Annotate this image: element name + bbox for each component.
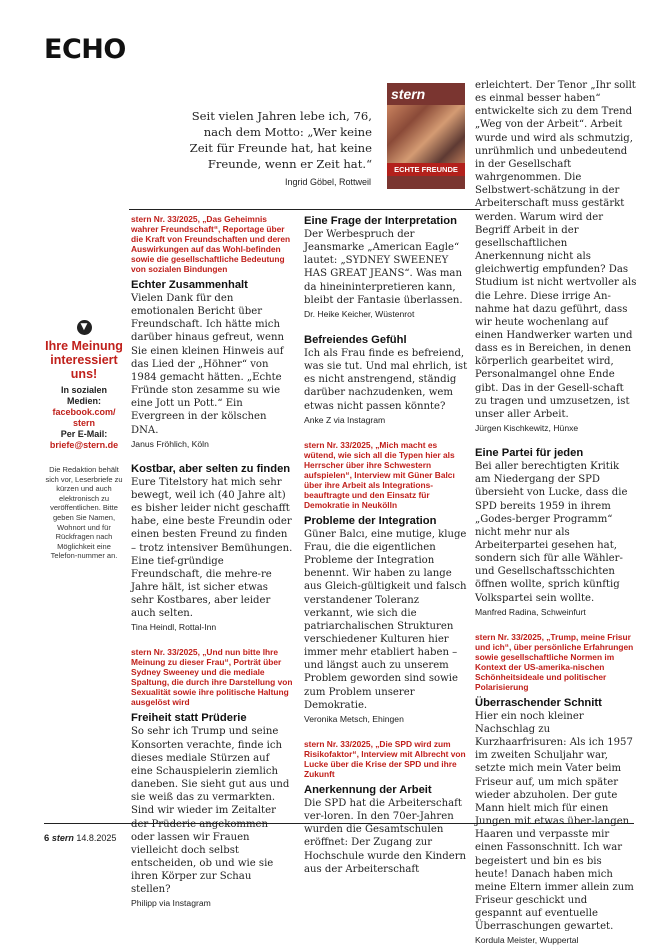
article-reference: stern Nr. 33/2025, „Die SPD wird zum Risikofaktor“, Interview mit Albrecht von Lucke über die Krise der SPD und ihre Zukunft: [304, 738, 466, 779]
social-label: In sozialen Medien:: [60, 385, 107, 406]
contact-sidebar: [44, 320, 124, 561]
letter-body: Der Werbespruch der Jeansmarke „American Eagle“ lautet: „SYDNEY SWEENEY HAS GREAT JEANS“. Was man da hineininterpretieren kann, bleibt der Fantasie überlassen.: [304, 229, 463, 306]
letter-body: Die SPD hat die Arbeiterschaft ver-loren. In den 70er-Jahren wurden die Gesamtschulen eröffnet: Der Zugang zur Hochschule wurde den Kindern aus der Arbeiterschaft: [304, 797, 467, 875]
letter-author: Anke Z via Instagram: [304, 414, 386, 425]
letter-headline: Überraschender Schnitt: [475, 696, 602, 709]
letter-headline: Kostbar, aber selten zu finden: [131, 462, 291, 475]
letter-body: So sehr ich Trump und seine Konsorten verachte, finde ich dieses mediale Stürzen auf eine Schauspielerin ziemlich daneben. Sie sieht gut aus und sie weiß das zu vermarkten. Sind wir wieder im Zeitalter der Prüderie angekommen oder lassen wir Frauen vielleicht doch selbst entscheiden, ob und wie sie ihren Körper zur Schau stellen?: [131, 726, 290, 896]
letter-headline: Echter Zusammenhalt: [131, 279, 248, 291]
facebook-link[interactable]: facebook.com/ stern: [52, 407, 116, 428]
divider-top: [129, 209, 480, 210]
article-reference: stern Nr. 33/2025, „Das Geheimnis wahrer Freundschaft“, Reportage über die Kraft von Freundschaften und deren Auswirkungen auf das Wohl-befinden sowie die gesellschaftliche Bedeutung von sozialen Bindungen: [131, 214, 291, 274]
letter-body: Güner Balcı, eine mutige, kluge Frau, die die eigentlichen Probleme der Integration benennt. Wir haben zu lange aus Gleich-gültigkeit und falsch verstandener Toleranz verkannt, wie sich die patriarchalischen Strukturen verschiedener Kulturen hier immer mehr etabliert haben – und längst auch zu unserem Problem geworden sind sowie zum Problem unserer Demokratie.: [304, 528, 467, 711]
letter-author: Dr. Heike Keicher, Wüstenrot: [304, 308, 415, 319]
letter-headline: Anerkennung der Arbeit: [304, 783, 432, 796]
top-quote: Seit vielen Jahren lebe ich, 76, nach dem Motto: „Wer keine Zeit für Freunde hat, hat keine Freunde, wenn er Zeit hat.“: [189, 109, 372, 171]
letter-author: Jürgen Kischkewitz, Hünxe: [475, 423, 579, 434]
chevron-down-icon: ▼: [77, 320, 92, 335]
letter-author: Manfred Radina, Schweinfurt: [475, 606, 586, 617]
letter-body: Ich als Frau finde es befreiend, was sie tut. Und mal ehrlich, ist es nicht anstrengend, ständig darüber nachzudenken, wem etwas nicht passen könnte?: [304, 347, 468, 412]
page-number: 6: [44, 833, 50, 844]
sidebar-title: Ihre Meinung interessiert uns!: [45, 339, 123, 381]
cover-brand: stern: [391, 86, 426, 102]
column-1: [131, 214, 293, 909]
letter-author: Janus Fröhlich, Köln: [131, 438, 209, 449]
article-reference: stern Nr. 33/2025, „Trump, meine Frisur und ich“, über persönliche Erfahrungen sowie gesellschaftliche Normen im Kontext der US-amerika-nischen Schönheitsideale und politischer Polarisierung: [475, 631, 634, 692]
page-footer: [44, 833, 116, 844]
cover-photo: [387, 105, 465, 163]
letter-body: Vielen Dank für den emotionalen Bericht über Freundschaft. Ich hätte mich darüber hinaus gefreut, wenn Sie einen kleinen Hinweis auf das Lied der „Höhner“ von 1984 gemacht hätten. „Echte Fründe ston zesamme su wie eine Jott un Pott.“ Ein Evergreen in der kölschen DNA.: [131, 293, 284, 436]
cover-title: ECHTE FREUNDE: [387, 163, 465, 176]
magazine-cover-image: [387, 83, 465, 189]
footer-date: 14.8.2025: [76, 833, 117, 843]
letter-author: Veronika Metsch, Ehingen: [304, 713, 404, 724]
letter-author: Kordula Meister, Wuppertal: [475, 935, 579, 946]
letter-author: Tina Heindl, Rottal-Inn: [131, 622, 217, 633]
email-label: Per E-Mail:: [60, 429, 108, 439]
article-reference: stern Nr. 33/2025, „Und nun bitte Ihre Meinung zu dieser Frau“, Porträt über Sydney Sweeney und die mediale Spaltung, die durch ihre Darstellung von Sexualität sowie ihre politische Haltung ausgelöst wird: [131, 647, 293, 708]
top-quote-author: Ingrid Göbel, Rottweil: [284, 177, 371, 187]
section-title: ECHO: [44, 34, 126, 65]
letter-body: Bei aller berechtigten Kritik am Niedergang der SPD übersieht von Lucke, dass die SPD bereits 1959 in ihrem „Godes-berger Programm“ nicht mehr nur als Arbeiterpartei gesehen hat, sondern sich für alle Wähler-und Gesellschaftsschichten öffnen wollte, sprich künftig Volkspartei sein wollte.: [475, 461, 628, 604]
footer-brand: stern: [51, 833, 74, 843]
editorial-note: Die Redaktion behält sich vor, Leserbriefe zu kürzen und auch elektronisch zu veröffentlichen. Bitte geben Sie Namen, Wohnort und für Rückfragen nach Möglichkeit eine Telefon-nummer an.: [45, 465, 123, 561]
letter-body: Eure Titelstory hat mich sehr bewegt, weil ich (40 Jahre alt) es bisher leider nicht geschafft habe, eine beste Freundin oder einen besten Freund zu finden – trotz intensiver Bemühungen. Eine tief-gründige Freundschaft, die mehre-re Jahre hält, ist sicher etwas sehr Kostbares, aber leider auch selten.: [131, 476, 293, 620]
letter-author: Philipp via Instagram: [131, 898, 211, 909]
letter-headline: Befreiendes Gefühl: [304, 333, 407, 346]
column-2: [304, 214, 471, 876]
letter-headline: Probleme der Integration: [304, 514, 437, 527]
article-reference: stern Nr. 33/2025, „Mich macht es wütend, wie sich all die Typen hier als Herrscher über ihre Schwestern aufspielen“, Interview mit Güner Balcı über ihre Arbeit als Integrations-beauftragte und den Einsatz für Demokratie in Neukölln: [304, 439, 455, 510]
email-link[interactable]: briefe@stern.de: [49, 440, 119, 450]
letter-headline: Eine Partei für jeden: [475, 447, 584, 460]
letter-headline: Eine Frage der Interpretation: [304, 215, 457, 227]
column-3: [475, 79, 637, 946]
letter-headline: Freiheit statt Prüderie: [131, 712, 247, 725]
letter-body: Hier ein noch kleiner Nachschlag zu Kurzhaarfrisuren: Als ich 1957 im zweiten Schuljahr war, setzte mich mein Vater beim Friseur auf, um mich später wieder abzuholen. Der gute Mann hielt mich für einen Jungen mit etwas über-langen Haaren und verpasste mir einen Fassonschnitt. Ich war begeistert und bin es bis heute! Danach haben mich meine Eltern immer allein zum Friseur geschickt und gespannt auf eventuelle Überraschungen gewartet.: [475, 710, 634, 933]
letter-body: erleichtert. Der Tenor „Ihr sollt es einmal besser haben“ entwickelte sich zu dem Trend „Weg von der Arbeit“. Arbeit wurde und wird als schmutzig, unrühmlich und unbedeutend in der Gesellschaft wahrgenommen. Die Selbstwert-schätzung in der Arbeiterschaft muss gestärkt werden. Warum wird der Begriff Arbeit in der gesellschaftlichen Anerkennung nicht als gleichwertig empfunden? Das Studium ist nicht wertvoller als die Lehre. Diese irrige An-nahme hat dazu geführt, dass wir heute wochenlang auf einen Handwerker warten und dass es in Bereichen, in denen körperlich gearbeitet wird, Personalmangel ohne Ende gibt. Das in der Gesell-schaft zu tragen und umzusetzen, ist unser aller Arbeit.: [475, 80, 637, 420]
